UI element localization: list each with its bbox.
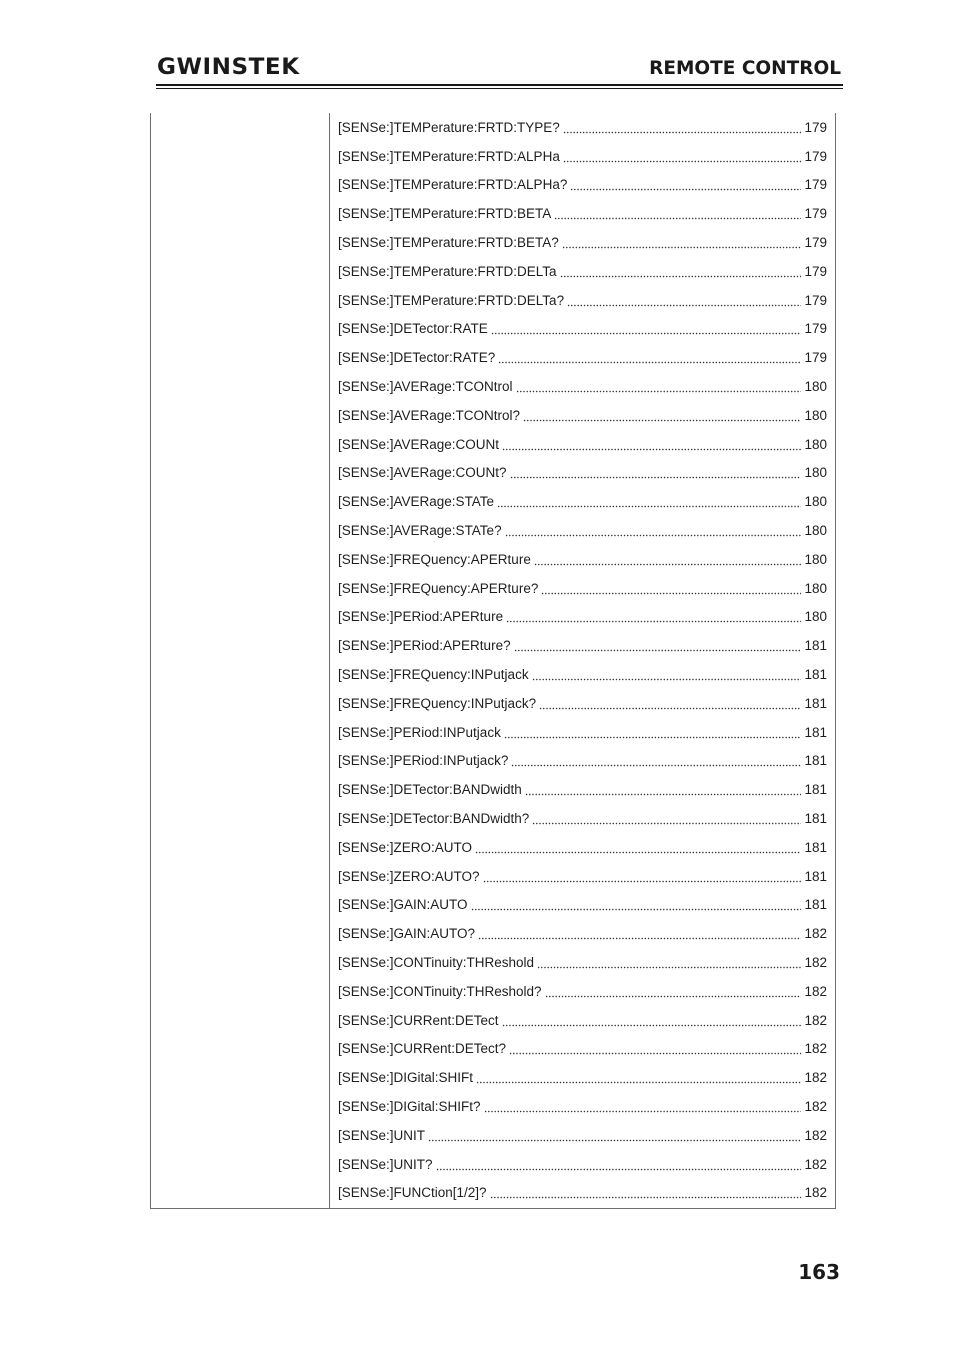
toc-page-number: 179 xyxy=(804,119,827,135)
toc-entry xyxy=(338,199,827,228)
toc-page-number: 180 xyxy=(804,551,827,567)
toc-command: [SENSe:]CURRent:DETect? xyxy=(338,1041,507,1057)
toc-command: [SENSe:]CONTinuity:THReshold? xyxy=(338,983,542,999)
toc-page-number: 179 xyxy=(804,292,827,308)
toc-command: [SENSe:]AVERage:TCONtrol? xyxy=(338,407,521,423)
toc-dot-leader xyxy=(567,304,801,307)
toc-dot-leader xyxy=(563,160,802,163)
toc-dot-leader xyxy=(532,678,802,681)
toc-entry xyxy=(338,833,827,862)
toc-page-number: 180 xyxy=(804,494,827,510)
toc-command: [SENSe:]TEMPerature:FRTD:ALPHa? xyxy=(338,177,568,193)
toc-command: [SENSe:]PERiod:APERture xyxy=(338,609,504,625)
toc-dot-leader xyxy=(491,332,802,335)
toc-entry xyxy=(338,257,827,286)
toc-entry xyxy=(338,1092,827,1121)
toc-page-number: 182 xyxy=(804,983,827,999)
toc-entry xyxy=(338,142,827,171)
toc-list xyxy=(338,113,827,1207)
toc-entry xyxy=(338,487,827,516)
toc-entry xyxy=(338,1063,827,1092)
toc-page-number: 181 xyxy=(804,695,827,711)
toc-page-number: 181 xyxy=(804,897,827,913)
toc-dot-leader xyxy=(502,1024,802,1027)
toc-command: [SENSe:]AVERage:STATe xyxy=(338,494,495,510)
toc-dot-leader xyxy=(476,1081,801,1084)
toc-page-number: 179 xyxy=(804,206,827,222)
toc-page-number: 181 xyxy=(804,667,827,683)
toc-page-number: 182 xyxy=(804,1012,827,1028)
toc-entry xyxy=(338,574,827,603)
toc-command: [SENSe:]DETector:BANDwidth? xyxy=(338,811,530,827)
toc-page-number: 180 xyxy=(804,465,827,481)
toc-command: [SENSe:]DIGital:SHIFt xyxy=(338,1070,474,1086)
toc-entry xyxy=(338,862,827,891)
toc-dot-leader xyxy=(483,880,802,883)
toc-dot-leader xyxy=(436,1168,802,1171)
toc-page-number: 182 xyxy=(804,1185,827,1201)
toc-entry xyxy=(338,1121,827,1150)
toc-command: [SENSe:]GAIN:AUTO xyxy=(338,897,468,913)
toc-entry xyxy=(338,545,827,574)
toc-entry xyxy=(338,660,827,689)
toc-page-number: 181 xyxy=(804,839,827,855)
toc-page-number: 179 xyxy=(804,321,827,337)
toc-entry xyxy=(338,1178,827,1207)
toc-dot-leader xyxy=(523,419,801,422)
toc-page-number: 181 xyxy=(804,868,827,884)
toc-command: [SENSe:]UNIT xyxy=(338,1127,426,1143)
toc-entry xyxy=(338,775,827,804)
toc-entry xyxy=(338,948,827,977)
toc-entry xyxy=(338,1150,827,1179)
toc-command: [SENSe:]TEMPerature:FRTD:ALPHa xyxy=(338,148,560,164)
toc-entry xyxy=(338,977,827,1006)
toc-command: [SENSe:]TEMPerature:FRTD:DELTa? xyxy=(338,292,565,308)
toc-entry xyxy=(338,113,827,142)
toc-entry xyxy=(338,343,827,372)
toc-command: [SENSe:]CURRent:DETect xyxy=(338,1012,499,1028)
toc-dot-leader xyxy=(539,707,801,710)
toc-dot-leader xyxy=(562,246,802,249)
toc-page-number: 182 xyxy=(804,1041,827,1057)
toc-page-number: 182 xyxy=(804,1070,827,1086)
toc-entry xyxy=(338,171,827,200)
toc-dot-leader xyxy=(502,448,801,451)
toc-command: [SENSe:]DIGital:SHIFt? xyxy=(338,1098,481,1114)
toc-command: [SENSe:]PERiod:INPutjack xyxy=(338,724,501,740)
toc-page-number: 182 xyxy=(804,1127,827,1143)
toc-page-number: 179 xyxy=(804,148,827,164)
toc-command: [SENSe:]GAIN:AUTO? xyxy=(338,926,476,942)
toc-dot-leader xyxy=(514,649,802,652)
toc-dot-leader xyxy=(534,563,802,566)
toc-dot-leader xyxy=(563,131,802,134)
toc-command: [SENSe:]PERiod:INPutjack? xyxy=(338,753,509,769)
toc-dot-leader xyxy=(516,390,802,393)
toc-page-number: 180 xyxy=(804,379,827,395)
toc-command: [SENSe:]TEMPerature:FRTD:BETA xyxy=(338,206,552,222)
toc-command: [SENSe:]CONTinuity:THReshold xyxy=(338,955,535,970)
toc-command: [SENSe:]TEMPerature:FRTD:BETA? xyxy=(338,235,559,251)
toc-entry xyxy=(338,919,827,948)
toc-page-number: 181 xyxy=(804,782,827,798)
toc-dot-leader xyxy=(505,534,802,537)
toc-dot-leader xyxy=(497,505,801,508)
toc-entry xyxy=(338,804,827,833)
toc-page-number: 182 xyxy=(804,1156,827,1172)
section-title: REMOTE CONTROL xyxy=(649,58,841,79)
toc-entry xyxy=(338,718,827,747)
toc-entry xyxy=(338,747,827,776)
toc-command: [SENSe:]FREQuency:INPutjack? xyxy=(338,695,537,711)
toc-page-number: 181 xyxy=(804,811,827,827)
toc-dot-leader xyxy=(504,736,802,739)
toc-command: [SENSe:]PERiod:APERture? xyxy=(338,638,511,654)
toc-entry xyxy=(338,459,827,488)
header-rule-thick xyxy=(156,84,843,86)
toc-entry xyxy=(338,430,827,459)
toc-page-number: 180 xyxy=(804,580,827,596)
toc-dot-leader xyxy=(509,1052,801,1055)
toc-command: [SENSe:]DETector:RATE? xyxy=(338,350,496,366)
toc-entry xyxy=(338,516,827,545)
toc-command: [SENSe:]AVERage:STATe? xyxy=(338,523,502,539)
toc-dot-leader xyxy=(560,275,802,278)
toc-entry xyxy=(338,372,827,401)
toc-dot-leader xyxy=(471,908,802,911)
toc-entry xyxy=(338,891,827,920)
toc-dot-leader xyxy=(506,620,801,623)
toc-dot-leader xyxy=(511,764,801,767)
toc-command: [SENSe:]FUNCtion[1/2]? xyxy=(338,1185,487,1201)
toc-page-number: 181 xyxy=(804,724,827,740)
toc-command: [SENSe:]FREQuency:APERture? xyxy=(338,580,539,596)
toc-dot-leader xyxy=(475,851,801,854)
toc-entry xyxy=(338,1035,827,1064)
toc-dot-leader xyxy=(478,937,801,940)
toc-command: [SENSe:]ZERO:AUTO xyxy=(338,839,473,855)
toc-entry xyxy=(338,631,827,660)
toc-entry xyxy=(338,286,827,315)
toc-dot-leader xyxy=(537,966,801,969)
toc-entry xyxy=(338,315,827,344)
toc-dot-leader xyxy=(490,1196,802,1199)
toc-command: [SENSe:]FREQuency:APERture xyxy=(338,551,531,567)
toc-page-number: 182 xyxy=(804,955,827,970)
toc-command: [SENSe:]TEMPerature:FRTD:DELTa xyxy=(338,263,557,279)
toc-page-number: 182 xyxy=(804,926,827,942)
toc-command: [SENSe:]FREQuency:INPutjack xyxy=(338,667,529,683)
toc-dot-leader xyxy=(532,822,801,825)
toc-dot-leader xyxy=(545,995,802,998)
toc-page-number: 181 xyxy=(804,753,827,769)
toc-command: [SENSe:]AVERage:COUNt xyxy=(338,436,500,452)
toc-page-number: 179 xyxy=(804,235,827,251)
toc-command: [SENSe:]UNIT? xyxy=(338,1156,433,1172)
toc-dot-leader xyxy=(554,217,801,220)
toc-page-number: 180 xyxy=(804,523,827,539)
toc-entry xyxy=(338,228,827,257)
toc-entry xyxy=(338,603,827,632)
toc-command: [SENSe:]AVERage:COUNt? xyxy=(338,465,507,481)
toc-dot-leader xyxy=(510,476,802,479)
toc-dot-leader xyxy=(484,1110,802,1113)
header-rule-thin xyxy=(156,88,843,89)
toc-page-number: 180 xyxy=(804,407,827,423)
toc-dot-leader xyxy=(428,1139,801,1142)
toc-command: [SENSe:]ZERO:AUTO? xyxy=(338,868,480,884)
toc-page-number: 182 xyxy=(804,1098,827,1114)
page-number: 163 xyxy=(798,1260,840,1284)
toc-command: [SENSe:]DETector:RATE xyxy=(338,321,488,337)
toc-dot-leader xyxy=(525,793,802,796)
toc-entry xyxy=(338,401,827,430)
toc-command: [SENSe:]AVERage:TCONtrol xyxy=(338,379,513,395)
toc-dot-leader xyxy=(570,188,801,191)
toc-page-number: 179 xyxy=(804,350,827,366)
toc-page-number: 180 xyxy=(804,609,827,625)
toc-page-number: 181 xyxy=(804,638,827,654)
toc-entry xyxy=(338,689,827,718)
toc-page-number: 180 xyxy=(804,436,827,452)
toc-command: [SENSe:]TEMPerature:FRTD:TYPE? xyxy=(338,119,560,135)
toc-column-divider xyxy=(329,113,330,1209)
brand-logo: GWINSTEK xyxy=(157,55,300,80)
toc-command: [SENSe:]DETector:BANDwidth xyxy=(338,782,522,798)
toc-dot-leader xyxy=(541,592,801,595)
toc-page-number: 179 xyxy=(804,177,827,193)
toc-dot-leader xyxy=(498,361,801,364)
toc-entry xyxy=(338,1006,827,1035)
toc-page-number: 179 xyxy=(804,263,827,279)
